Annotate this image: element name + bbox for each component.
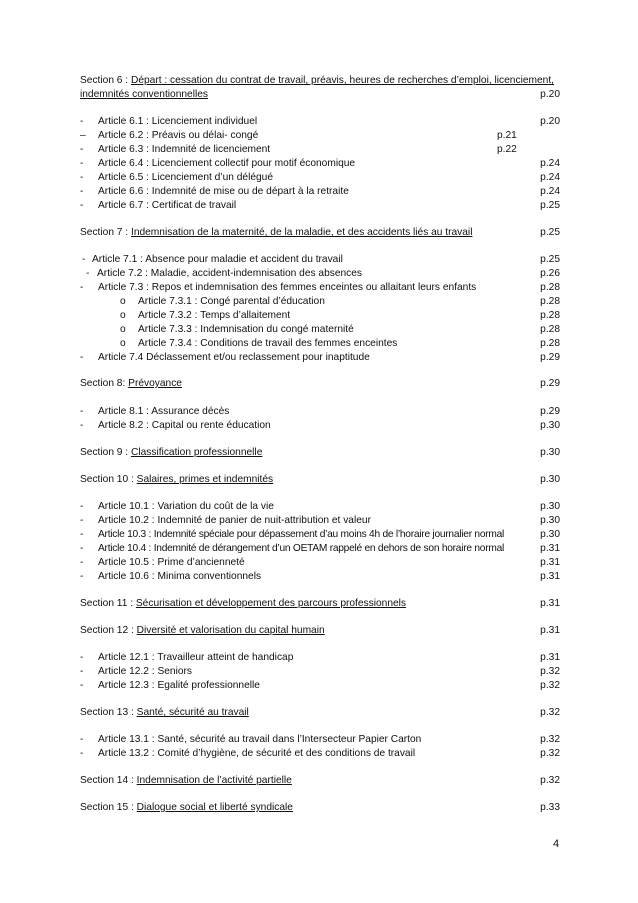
section-9-title: Classification professionnelle	[130, 447, 263, 458]
section-7-title: Indemnisation de la maternité, de la maladie, et des accidents liés au travail	[130, 227, 473, 238]
page-number: 4	[553, 838, 560, 850]
section-11-title: Sécurisation et développement des parcours professionnels	[135, 598, 407, 609]
section-10-heading: Section 10 : Salaires, primes et indemnités p.30	[80, 474, 560, 485]
section-6-title-line2: indemnités conventionnelles	[80, 89, 208, 100]
section-8-heading: Section 8: Prévoyance p.29	[80, 378, 560, 389]
document-page: Section 6 : Départ : cessation du contrat de travail, préavis, heures de recherches d’emploi, licenciement, indemnités conventionnelles p.20 - Article 6.1 : Licenciement individuel p.20 – Article 6.2 : Préavis ou délai- congé p.21 - Article 6.3 : Indemnité de licenciement p.22 - Article 6.4 : Licenciement collectif pour motif économique p.24 - Article 6.5 : Licenciement d’un délégué p.24 - Article 6.6 : Indemnité de mise ou de départ à la retraite p.24 - Article 6.7 : Certificat de travail p.25 Section 7 : Indemnisation de la maternité, de la maladie, et des accidents liés au travail p.25 - Article 7.1 : Absence pour maladie et accident du travail p.25 - Article 7.2 : Maladie, accident-indemnisation des absences p.26 - Article 7.3 : Repos et indemnisation des femmes enceintes ou allaitant leurs enfants p.28 o Article 7.3.1 : Congé parental d’éducation p.28 o Article 7.3.2 : Temps d’allaitement p.28 o Article 7.3.3 : Indemnisation du congé maternité p.28 o Article 7.3.4 : Conditions de travail des femmes enceintes p.28 - Article 7.4 Déclassement et/ou reclassement pour inaptitude p.29 Section 8: Prévoyance p.29 - Article 8.1 : Assurance décès p.29 - Article 8.2 : Capital ou rente éducation p.30 Section 9 : Classification professionnelle p.30 Section 10 : Salaires, primes et indemnités p.30 - Article 10.1 : Variation du coût de la vie p.30 - Article 10.2 : Indemnité de panier de nuit-attribution et valeur p.30 - Article 10.3 : Indemnité spéciale pour dépassement d’au moins 4h de l’horaire journalier normal p.30 - Article 10.4 : Indemnité de dérangement d’un OETAM rappelé en dehors de son horaire normal p.31 - Article 10.5 : Prime d’ancienneté p.31 - Article 10.6 : Minima conventionnels p.31 Section 11 : Sécurisation et développement des parcours professionnels p.31 Section 12 : Diversité et valorisation du capital humain p.31 - Article 12.1 : Travailleur atteint de handicap p.31 - Article 12.2 : Seniors p.32 - Article 12.3 : Egalité professionnelle p.32 Section 13 : Santé, sécurité au travail p.32 - Article 13.1 : Santé, sécurité au travail dans l’Intersecteur Papier Carton p.32 - Article 13.2 : Comité d’hygiène, de sécurité et des conditions de travail p.32 Section 14 : Indemnisation de l’activité partielle p.32 Section 15 : Dialogue social et liberté syndicale p.33 4	[80, 75, 560, 850]
section-6-number: Section 6 :	[80, 75, 129, 86]
section-6-heading	[80, 74, 560, 87]
section-6-title-line1: Départ : cessation du contrat de travail, préavis, heures de recherches d’emploi, licenciement,	[130, 75, 554, 86]
section-6-page: p.20	[540, 89, 560, 100]
section-10-title: Salaires, primes et indemnités	[136, 474, 274, 485]
section-13-title: Santé, sécurité au travail	[136, 707, 249, 718]
section-15-title: Dialogue social et liberté syndicale	[136, 802, 293, 813]
section-15-heading: Section 15 : Dialogue social et liberté syndicale p.33	[80, 802, 560, 813]
section-11-heading: Section 11 : Sécurisation et développement des parcours professionnels p.31	[80, 598, 560, 609]
section-12-heading: Section 12 : Diversité et valorisation du capital humain p.31	[80, 625, 560, 636]
section-6-heading-cont	[80, 88, 560, 101]
section-13-heading: Section 13 : Santé, sécurité au travail p.32	[80, 707, 560, 718]
section-9-heading: Section 9 : Classification professionnelle p.30	[80, 447, 560, 458]
section-7-heading: Section 7 : Indemnisation de la maternité, de la maladie, et des accidents liés au travail p.25	[80, 227, 560, 238]
section-12-title: Diversité et valorisation du capital humain	[136, 625, 325, 636]
section-14-heading: Section 14 : Indemnisation de l’activité partielle p.32	[80, 775, 560, 786]
section-8-title: Prévoyance	[128, 378, 182, 389]
section-14-title: Indemnisation de l’activité partielle	[136, 775, 292, 786]
